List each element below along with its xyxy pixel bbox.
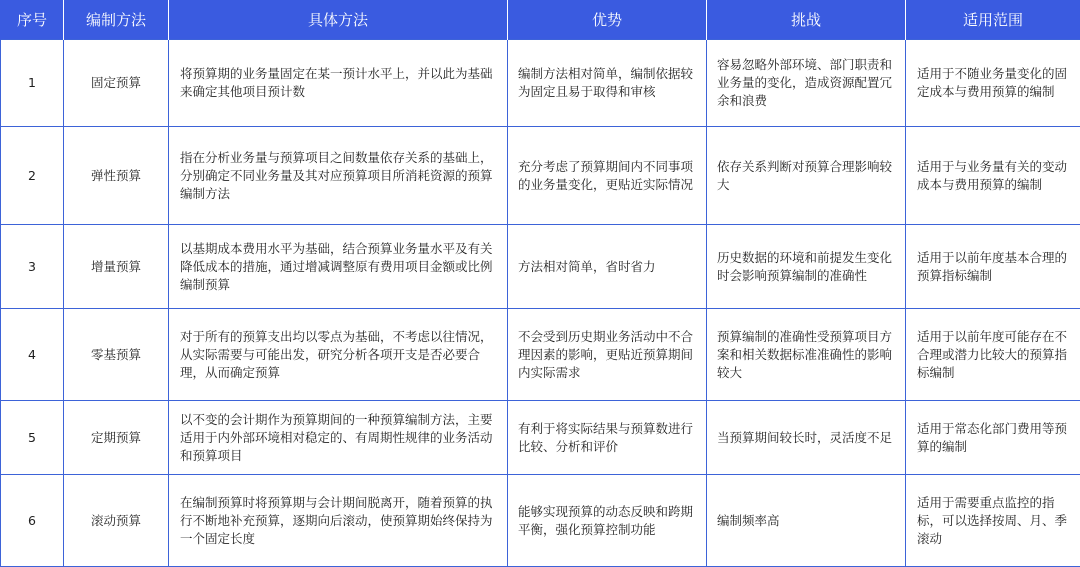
row-method: 弹性预算 bbox=[64, 127, 169, 225]
header-no: 序号 bbox=[1, 0, 64, 40]
row-scope: 适用于与业务量有关的变动成本与费用预算的编制 bbox=[906, 127, 1080, 225]
header-method: 编制方法 bbox=[64, 0, 169, 40]
row-no: 3 bbox=[1, 225, 64, 309]
table-row bbox=[1, 40, 1080, 127]
row-scope: 适用于需要重点监控的指标，可以选择按周、月、季滚动 bbox=[906, 475, 1080, 567]
table-row bbox=[1, 475, 1080, 567]
table-row bbox=[1, 225, 1080, 309]
row-scope: 适用于以前年度可能存在不合理或潜力比较大的预算指标编制 bbox=[906, 309, 1080, 401]
table-row bbox=[1, 401, 1080, 475]
table-row bbox=[1, 309, 1080, 401]
row-advantage: 不会受到历史期业务活动中不合理因素的影响，更贴近预算期间内实际需求 bbox=[508, 309, 707, 401]
row-detail: 以不变的会计期作为预算期间的一种预算编制方法，主要适用于内外部环境相对稳定的、有周期性规律的业务活动和预算项目 bbox=[169, 401, 508, 475]
header-detail: 具体方法 bbox=[169, 0, 508, 40]
row-advantage: 能够实现预算的动态反映和跨期平衡，强化预算控制功能 bbox=[508, 475, 707, 567]
row-detail: 对于所有的预算支出均以零点为基础，不考虑以往情况，从实际需要与可能出发，研究分析各项开支是否必要合理，从而确定预算 bbox=[169, 309, 508, 401]
row-detail: 指在分析业务量与预算项目之间数量依存关系的基础上，分别确定不同业务量及其对应预算项目所消耗资源的预算编制方法 bbox=[169, 127, 508, 225]
row-method: 滚动预算 bbox=[64, 475, 169, 567]
header-scope: 适用范围 bbox=[906, 0, 1080, 40]
row-method: 定期预算 bbox=[64, 401, 169, 475]
row-no: 1 bbox=[1, 40, 64, 127]
header-challenge: 挑战 bbox=[707, 0, 906, 40]
row-no: 2 bbox=[1, 127, 64, 225]
row-challenge: 依存关系判断对预算合理影响较大 bbox=[707, 127, 906, 225]
row-challenge: 容易忽略外部环境、部门职责和业务量的变化，造成资源配置冗余和浪费 bbox=[707, 40, 906, 127]
table-header-row bbox=[1, 0, 1080, 40]
row-scope: 适用于常态化部门费用等预算的编制 bbox=[906, 401, 1080, 475]
row-advantage: 充分考虑了预算期间内不同事项的业务量变化，更贴近实际情况 bbox=[508, 127, 707, 225]
row-challenge: 预算编制的准确性受预算项目方案和相关数据标准准确性的影响较大 bbox=[707, 309, 906, 401]
row-no: 6 bbox=[1, 475, 64, 567]
row-challenge: 当预算期间较长时，灵活度不足 bbox=[707, 401, 906, 475]
row-scope: 适用于以前年度基本合理的预算指标编制 bbox=[906, 225, 1080, 309]
row-no: 5 bbox=[1, 401, 64, 475]
row-advantage: 编制方法相对简单，编制依据较为固定且易于取得和审核 bbox=[508, 40, 707, 127]
row-detail: 以基期成本费用水平为基础，结合预算业务量水平及有关降低成本的措施，通过增减调整原有费用项目金额或比例编制预算 bbox=[169, 225, 508, 309]
row-method: 零基预算 bbox=[64, 309, 169, 401]
row-method: 固定预算 bbox=[64, 40, 169, 127]
table-row bbox=[1, 127, 1080, 225]
row-advantage: 有利于将实际结果与预算数进行比较、分析和评价 bbox=[508, 401, 707, 475]
row-challenge: 编制频率高 bbox=[707, 475, 906, 567]
row-detail: 将预算期的业务量固定在某一预计水平上，并以此为基础来确定其他项目预计数 bbox=[169, 40, 508, 127]
row-no: 4 bbox=[1, 309, 64, 401]
row-detail: 在编制预算时将预算期与会计期间脱离开，随着预算的执行不断地补充预算，逐期向后滚动，使预算期始终保持为一个固定长度 bbox=[169, 475, 508, 567]
row-challenge: 历史数据的环境和前提发生变化时会影响预算编制的准确性 bbox=[707, 225, 906, 309]
header-advantage: 优势 bbox=[508, 0, 707, 40]
row-scope: 适用于不随业务量变化的固定成本与费用预算的编制 bbox=[906, 40, 1080, 127]
row-advantage: 方法相对简单，省时省力 bbox=[508, 225, 707, 309]
row-method: 增量预算 bbox=[64, 225, 169, 309]
